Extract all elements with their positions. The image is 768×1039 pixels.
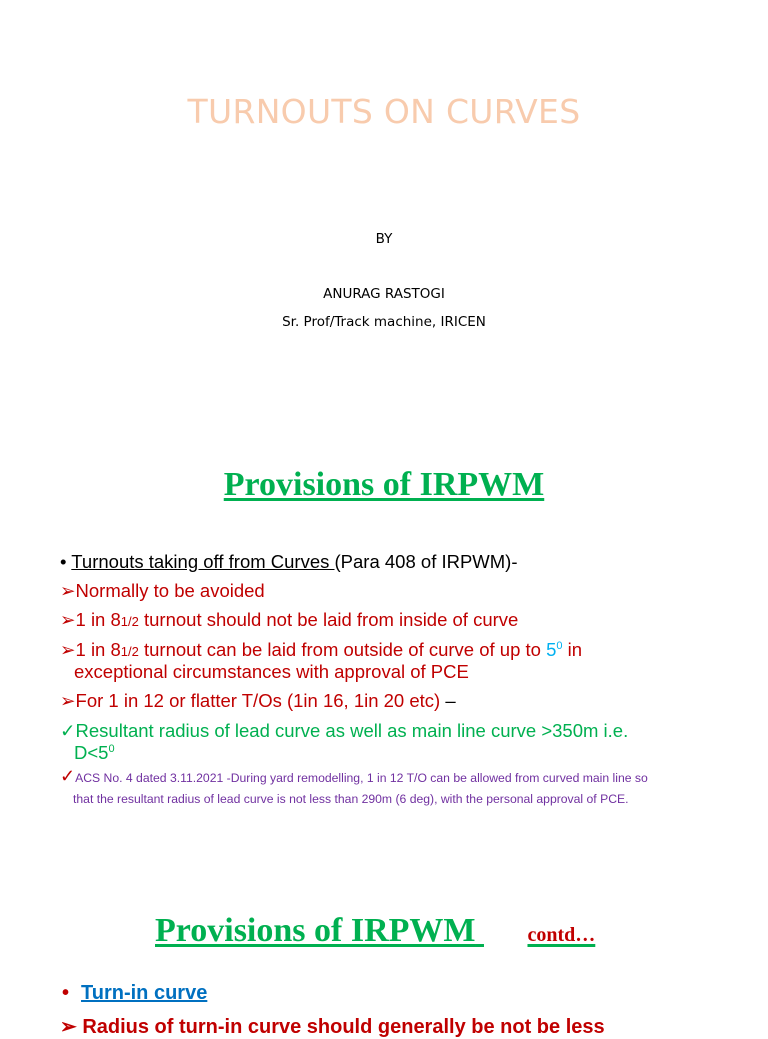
- item-resultant-radius: [60, 720, 628, 742]
- bullet-heading: Turnouts taking off from Curves: [71, 551, 335, 572]
- note-line1: ACS No. 4 dated 3.11.2021 -During yard remodelling, 1 in 12 T/O can be allowed from curved main line so: [75, 771, 648, 785]
- dash: –: [445, 690, 456, 711]
- bullet-reference: (Para 408 of IRPWM)-: [334, 551, 518, 572]
- item-outside-curve-line2: exceptional circumstances with approval of PCE: [74, 661, 469, 682]
- provisions-title: Provisions of IRPWM: [223, 466, 545, 503]
- arrow-bullet-icon: ➢: [60, 609, 76, 630]
- degree-sup: 0: [108, 742, 115, 755]
- item-text: D<5: [74, 742, 109, 763]
- turn-in-radius-text: ➢ Radius of turn-in curve should generally be not be less: [60, 1016, 605, 1038]
- item-text-a: 1 in 8: [75, 639, 121, 660]
- acs-note: [60, 766, 740, 810]
- item-text: Resultant radius of lead curve as well as main line curve >350m i.e.: [75, 720, 629, 741]
- provisions-contd-title: [155, 912, 595, 950]
- title-text: Provisions of IRPWM: [155, 912, 476, 949]
- title-slide: [0, 0, 768, 420]
- author-name: ANURAG RASTOGI: [323, 286, 445, 302]
- note-line2: that the resultant radius of lead curve is not less than 290m (6 deg), with the personal approval of PCE.: [73, 792, 629, 806]
- check-icon: ✓: [60, 766, 76, 786]
- item-text-b: turnout should not be laid from inside of curve: [138, 609, 519, 630]
- contd-label: contd…: [527, 924, 596, 946]
- arrow-bullet-icon: ➢: [60, 580, 76, 601]
- item-text-b: turnout can be laid from outside of curve of up to: [138, 639, 547, 660]
- item-text: For 1 in 12 or flatter T/Os (1in 16, 1in 20 etc): [75, 690, 446, 711]
- turn-in-label: Turn-in curve: [81, 982, 208, 1004]
- item-inside-curve: [60, 609, 518, 633]
- turn-in-heading: [62, 982, 207, 1005]
- item-outside-curve: [60, 639, 582, 663]
- arrow-bullet-icon: ➢: [60, 639, 76, 660]
- bullet-turnouts-from-curves: [60, 551, 518, 573]
- fraction: 1/2: [120, 614, 139, 629]
- item-resultant-radius-line2: [74, 742, 115, 764]
- degree-sup: 0: [556, 639, 563, 652]
- provisions-contd-slide: [0, 890, 768, 1038]
- arrow-bullet-icon: ➢: [60, 690, 76, 711]
- item-text: Normally to be avoided: [75, 580, 265, 601]
- slide-title: TURNOUTS ON CURVES: [187, 92, 581, 131]
- underline-gap: [475, 912, 527, 950]
- item-flatter-turnouts: [60, 690, 456, 712]
- check-icon: ✓: [60, 720, 76, 741]
- degree-value: 5: [546, 639, 557, 660]
- author-role: Sr. Prof/Track machine, IRICEN: [282, 314, 486, 330]
- fraction: 1/2: [120, 644, 139, 659]
- provisions-slide: [0, 420, 768, 890]
- item-avoided: [60, 580, 265, 602]
- item-text-a: 1 in 8: [75, 609, 121, 630]
- bullet-dot: •: [62, 982, 70, 1004]
- by-label: BY: [375, 231, 393, 247]
- bullet-dot: •: [60, 551, 67, 572]
- item-text-c: in: [562, 639, 583, 660]
